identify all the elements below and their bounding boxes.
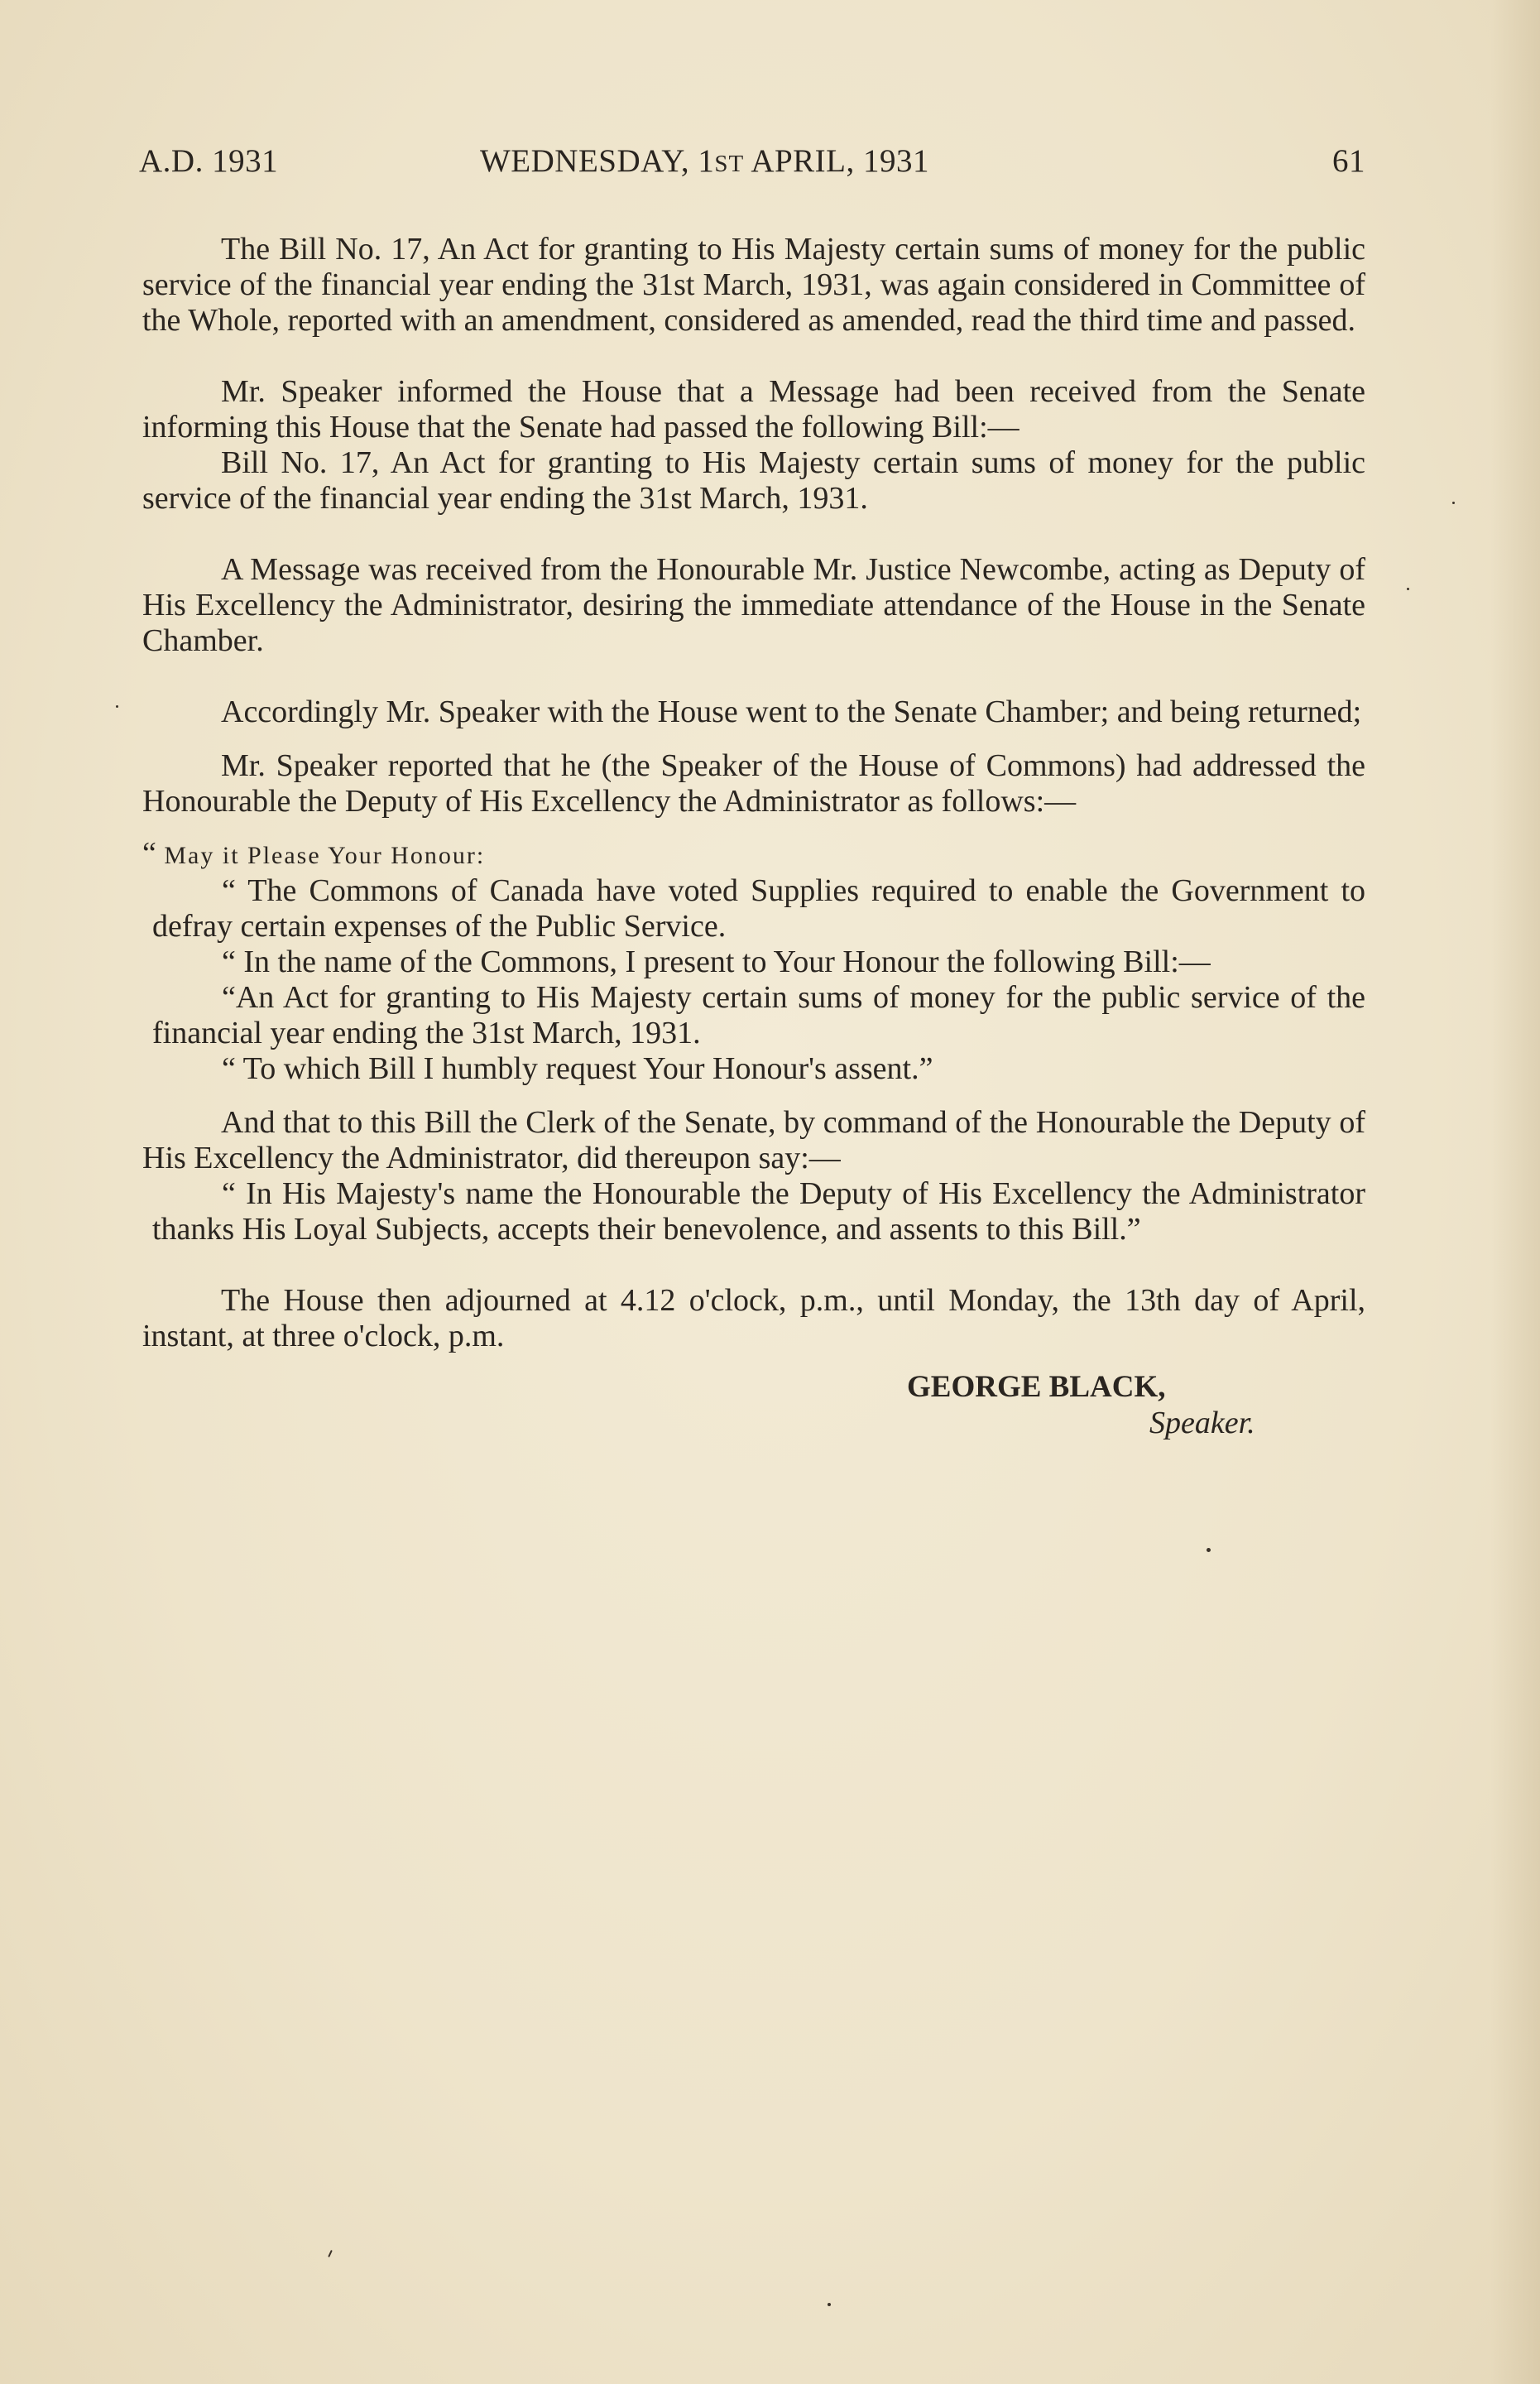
quote-royal-assent: “ In His Majesty's name the Honourable the Deputy of His Excellency the Administrator thanks His Loyal Subjects, accepts their benevolence, and assents to this Bill.” <box>152 1176 1365 1247</box>
paper-speck <box>1207 1548 1211 1552</box>
paper-speck <box>1407 588 1409 590</box>
salutation-text: May it Please Your Honour: <box>164 842 486 869</box>
signature-block <box>142 1369 1365 1452</box>
signature-title: Speaker. <box>1149 1406 1255 1440</box>
paragraph-senate-message: Mr. Speaker informed the House that a Message had been received from the Senate informing this House that the Senate had passed the following Bill:— <box>142 374 1365 445</box>
header-date-part1: WEDNESDAY, 1 <box>480 143 715 179</box>
quote-supplies-voted: “ The Commons of Canada have voted Supplies required to enable the Government to defray certain expenses of the Public Service. <box>152 873 1365 944</box>
paragraph-deputy-message: A Message was received from the Honourable Mr. Justice Newcombe, acting as Deputy of His Excellency the Administrator, desiring the immediate attendance of the House in the Senate Chamber. <box>142 552 1365 658</box>
paper-speck <box>1452 502 1455 504</box>
paragraph-bill-title: Bill No. 17, An Act for granting to His Majesty certain sums of money for the public service of the financial year ending the 31st March, 1931. <box>142 445 1365 516</box>
page-number: 61 <box>1332 143 1365 179</box>
header-year: A.D. 1931 <box>139 143 279 179</box>
paper-speck <box>828 2303 831 2306</box>
quote-request-assent: “ To which Bill I humbly request Your Honour's assent.” <box>222 1051 933 1086</box>
paragraph-adjournment: The House then adjourned at 4.12 o'clock, p.m., until Monday, the 13th day of April, instant, at three o'clock, p.m. <box>142 1283 1365 1353</box>
page-edge-shadow <box>1490 0 1540 2384</box>
paper-speck <box>328 2250 333 2257</box>
paragraph-clerk-response: And that to this Bill the Clerk of the Senate, by command of the Honourable the Deputy of His Excellency the Administrator, did thereupon say:— <box>142 1105 1365 1175</box>
signature-name: GEORGE BLACK, <box>907 1370 1166 1404</box>
journal-body <box>142 232 1365 1452</box>
salutation-quote-mark: “ <box>142 836 156 871</box>
header-date-part2: APRIL, 1931 <box>744 143 929 179</box>
address-salutation <box>142 836 1365 873</box>
paragraph-speaker-reported: Mr. Speaker reported that he (the Speaker of the House of Commons) had addressed the Honourable the Deputy of His Excellency the Administrator as follows:— <box>142 748 1365 819</box>
header-date-ordinal: ST <box>714 151 745 177</box>
paragraph-bill-considered: The Bill No. 17, An Act for granting to His Majesty certain sums of money for the public service of the financial year ending the 31st March, 1931, was again considered in Committee of the Whole, reported with an amendment, considered as amended, read the third time and passed. <box>142 232 1365 338</box>
header-date <box>480 142 929 180</box>
paper-speck <box>116 705 118 708</box>
paragraph-went-to-senate: Accordingly Mr. Speaker with the House went to the Senate Chamber; and being returned; <box>221 695 1362 729</box>
quote-present-bill: “ In the name of the Commons, I present to Your Honour the following Bill:— <box>222 944 1211 979</box>
quote-act-title: “An Act for granting to His Majesty certain sums of money for the public service of the financial year ending the 31st March, 1931. <box>152 980 1365 1050</box>
running-header <box>139 142 1365 192</box>
